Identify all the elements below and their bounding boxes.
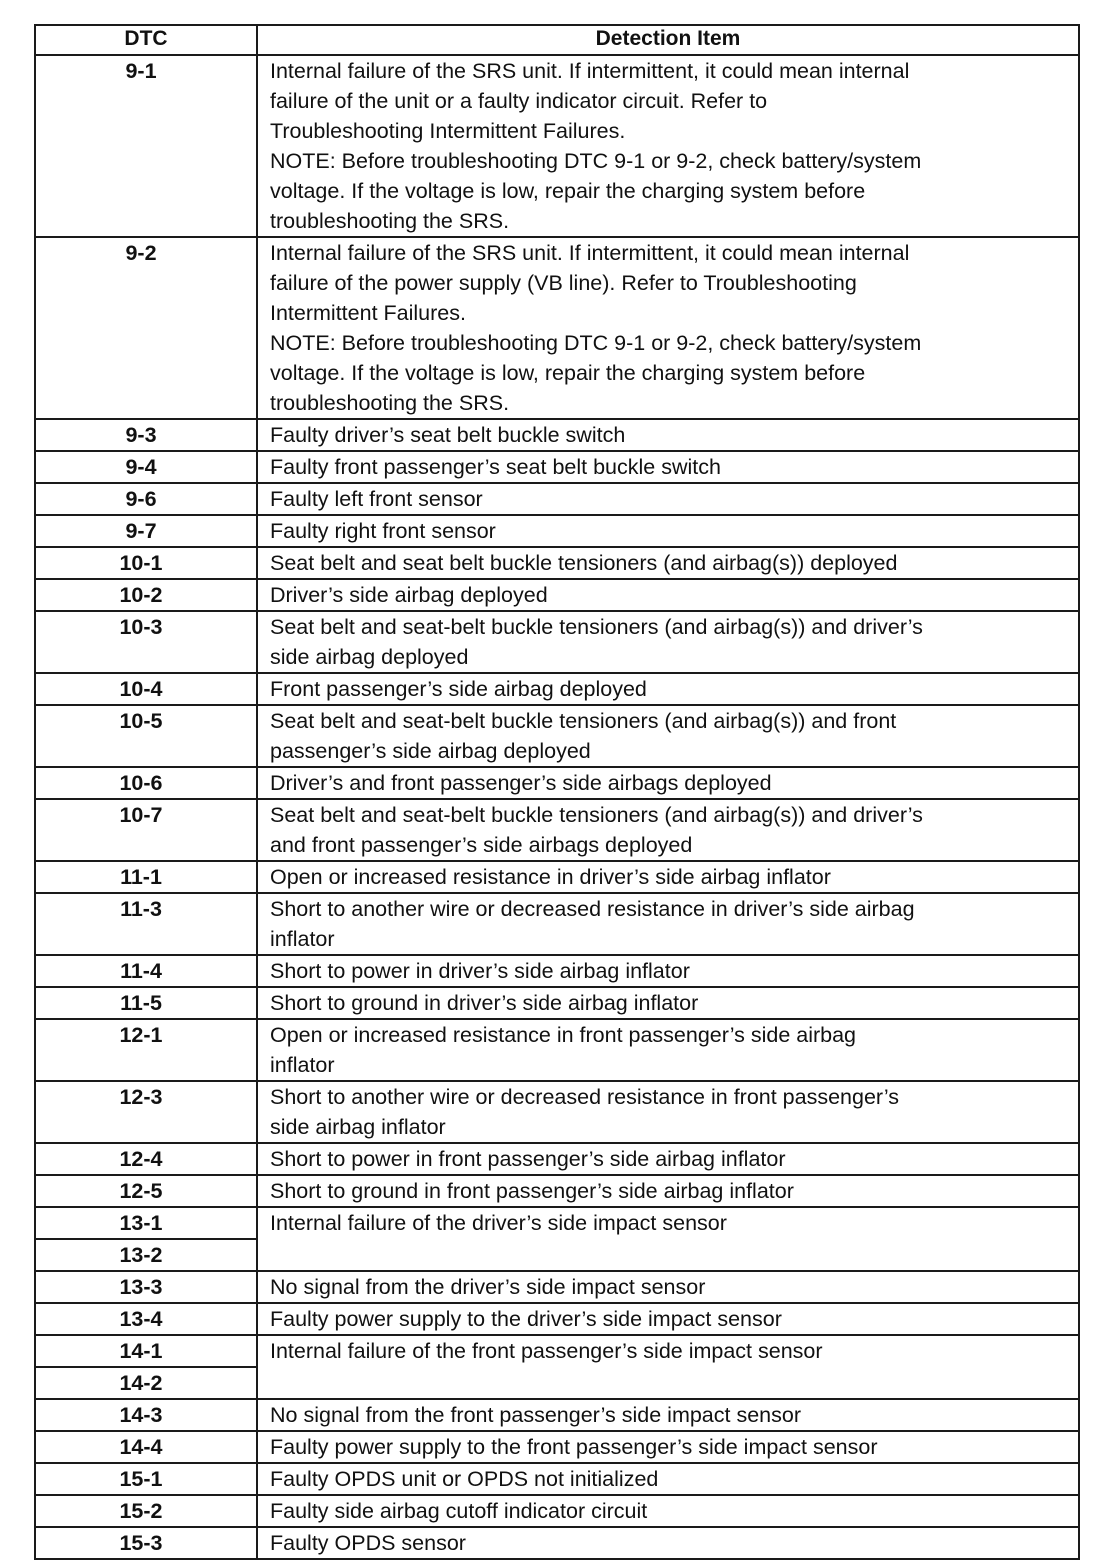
dtc-code: 10-2 <box>35 579 257 611</box>
table-row <box>35 767 1079 799</box>
dtc-code: 9-4 <box>35 451 257 483</box>
table-row <box>35 705 1079 767</box>
table-row <box>35 955 1079 987</box>
detection-item-line: Faulty right front sensor <box>270 519 496 543</box>
dtc-code: 10-1 <box>35 547 257 579</box>
detection-item-line: Open or increased resistance in front passenger’s side airbag <box>270 1023 857 1047</box>
header-row <box>35 25 1079 55</box>
detection-item-line: NOTE: Before troubleshooting DTC 9-1 or 9-2, check battery/system <box>270 149 922 173</box>
detection-item <box>257 483 1079 515</box>
detection-item-line: Internal failure of the SRS unit. If intermittent, it could mean internal <box>270 59 910 83</box>
dtc-code: 11-5 <box>35 987 257 1019</box>
dtc-code: 11-3 <box>35 893 257 955</box>
detection-item <box>257 515 1079 547</box>
dtc-code: 15-3 <box>35 1527 257 1559</box>
detection-item-line: Faulty left front sensor <box>270 487 483 511</box>
dtc-code: 14-4 <box>35 1431 257 1463</box>
detection-item <box>257 55 1079 237</box>
detection-item-line: Short to another wire or decreased resistance in driver’s side airbag <box>270 897 915 921</box>
table-row <box>35 1303 1079 1335</box>
detection-item-line: Faulty front passenger’s seat belt buckle switch <box>270 455 721 479</box>
dtc-table-body <box>35 55 1079 1559</box>
detection-item-line: Faulty OPDS sensor <box>270 1531 466 1555</box>
detection-item-line: voltage. If the voltage is low, repair the charging system before <box>270 361 866 385</box>
table-row <box>35 1463 1079 1495</box>
dtc-document <box>34 24 1082 1560</box>
detection-item-line: Seat belt and seat-belt buckle tensioners (and airbag(s)) and front <box>270 709 897 733</box>
detection-item-line: side airbag deployed <box>270 645 469 669</box>
detection-item <box>257 1527 1079 1559</box>
detection-item-line: No signal from the front passenger’s side impact sensor <box>270 1403 801 1427</box>
detection-item-line: Internal failure of the SRS unit. If intermittent, it could mean internal <box>270 241 910 265</box>
detection-item <box>257 767 1079 799</box>
detection-item <box>257 1399 1079 1431</box>
dtc-code: 15-2 <box>35 1495 257 1527</box>
table-row <box>35 237 1079 419</box>
detection-item <box>257 579 1079 611</box>
detection-item <box>257 1271 1079 1303</box>
detection-item <box>257 1335 1079 1399</box>
detection-item-line: NOTE: Before troubleshooting DTC 9-1 or 9-2, check battery/system <box>270 331 922 355</box>
table-row <box>35 1335 1079 1367</box>
detection-item <box>257 955 1079 987</box>
table-row <box>35 799 1079 861</box>
detection-item <box>257 1463 1079 1495</box>
dtc-code: 12-3 <box>35 1081 257 1143</box>
detection-item-line: Troubleshooting Intermittent Failures. <box>270 119 626 143</box>
detection-item <box>257 799 1079 861</box>
table-row <box>35 861 1079 893</box>
dtc-code: 12-1 <box>35 1019 257 1081</box>
table-row <box>35 1207 1079 1239</box>
dtc-code: 15-1 <box>35 1463 257 1495</box>
detection-item <box>257 705 1079 767</box>
dtc-code: 10-3 <box>35 611 257 673</box>
detection-item <box>257 1019 1079 1081</box>
detection-item-line: Faulty OPDS unit or OPDS not initialized <box>270 1467 659 1491</box>
dtc-code: 9-2 <box>35 237 257 419</box>
detection-item-line: side airbag inflator <box>270 1115 446 1139</box>
header-detection-item: Detection Item <box>257 25 1079 55</box>
dtc-code: 13-3 <box>35 1271 257 1303</box>
detection-item <box>257 237 1079 419</box>
detection-item <box>257 1303 1079 1335</box>
detection-item-line: Intermittent Failures. <box>270 301 466 325</box>
detection-item-line: Faulty power supply to the front passenger’s side impact sensor <box>270 1435 878 1459</box>
dtc-code: 13-1 <box>35 1207 257 1239</box>
dtc-table <box>34 24 1080 1560</box>
table-row <box>35 55 1079 237</box>
detection-item <box>257 451 1079 483</box>
table-row <box>35 483 1079 515</box>
detection-item <box>257 419 1079 451</box>
detection-item-line: and front passenger’s side airbags deployed <box>270 833 693 857</box>
detection-item <box>257 987 1079 1019</box>
dtc-code: 9-1 <box>35 55 257 237</box>
detection-item-line: passenger’s side airbag deployed <box>270 739 591 763</box>
dtc-code: 13-4 <box>35 1303 257 1335</box>
dtc-code: 14-3 <box>35 1399 257 1431</box>
detection-item-line: Faulty power supply to the driver’s side impact sensor <box>270 1307 782 1331</box>
detection-item-line: No signal from the driver’s side impact sensor <box>270 1275 706 1299</box>
detection-item-line: inflator <box>270 1053 335 1077</box>
detection-item <box>257 1081 1079 1143</box>
dtc-code: 9-3 <box>35 419 257 451</box>
detection-item-line: Faulty side airbag cutoff indicator circuit <box>270 1499 648 1523</box>
detection-item <box>257 611 1079 673</box>
dtc-code: 10-6 <box>35 767 257 799</box>
detection-item-line: Seat belt and seat-belt buckle tensioners (and airbag(s)) and driver’s <box>270 803 923 827</box>
detection-item-line: Short to ground in front passenger’s side airbag inflator <box>270 1179 794 1203</box>
detection-item-line: Driver’s and front passenger’s side airbags deployed <box>270 771 772 795</box>
detection-item <box>257 1431 1079 1463</box>
table-row <box>35 451 1079 483</box>
table-row <box>35 1019 1079 1081</box>
table-row <box>35 673 1079 705</box>
detection-item-line: troubleshooting the SRS. <box>270 209 510 233</box>
detection-item-line: Open or increased resistance in driver’s side airbag inflator <box>270 865 831 889</box>
detection-item-line: Short to power in front passenger’s side airbag inflator <box>270 1147 786 1171</box>
dtc-code: 12-5 <box>35 1175 257 1207</box>
detection-item-line: Driver’s side airbag deployed <box>270 583 548 607</box>
table-row <box>35 1527 1079 1559</box>
dtc-code: 14-2 <box>35 1367 257 1399</box>
table-row <box>35 1143 1079 1175</box>
dtc-code: 9-6 <box>35 483 257 515</box>
table-row <box>35 1431 1079 1463</box>
table-row <box>35 515 1079 547</box>
table-row <box>35 547 1079 579</box>
detection-item-line: Seat belt and seat-belt buckle tensioners (and airbag(s)) and driver’s <box>270 615 923 639</box>
detection-item <box>257 861 1079 893</box>
detection-item-line: inflator <box>270 927 335 951</box>
dtc-code: 12-4 <box>35 1143 257 1175</box>
dtc-code: 10-7 <box>35 799 257 861</box>
dtc-code: 10-5 <box>35 705 257 767</box>
detection-item <box>257 1207 1079 1271</box>
dtc-code: 11-4 <box>35 955 257 987</box>
detection-item-line: Faulty driver’s seat belt buckle switch <box>270 423 626 447</box>
detection-item-line: voltage. If the voltage is low, repair the charging system before <box>270 179 866 203</box>
table-row <box>35 419 1079 451</box>
detection-item-line: troubleshooting the SRS. <box>270 391 510 415</box>
table-row <box>35 611 1079 673</box>
table-row <box>35 579 1079 611</box>
detection-item <box>257 1175 1079 1207</box>
detection-item <box>257 1495 1079 1527</box>
dtc-code: 11-1 <box>35 861 257 893</box>
table-row <box>35 1081 1079 1143</box>
detection-item-line: Internal failure of the front passenger’s side impact sensor <box>270 1339 823 1363</box>
detection-item <box>257 673 1079 705</box>
dtc-code: 9-7 <box>35 515 257 547</box>
detection-item-line: failure of the power supply (VB line). Refer to Troubleshooting <box>270 271 857 295</box>
dtc-code: 13-2 <box>35 1239 257 1271</box>
detection-item-line: Internal failure of the driver’s side impact sensor <box>270 1211 727 1235</box>
table-row <box>35 1175 1079 1207</box>
table-row <box>35 893 1079 955</box>
detection-item-line: Short to another wire or decreased resistance in front passenger’s <box>270 1085 900 1109</box>
detection-item-line: Short to power in driver’s side airbag inflator <box>270 959 690 983</box>
detection-item <box>257 1143 1079 1175</box>
table-row <box>35 1399 1079 1431</box>
detection-item-line: failure of the unit or a faulty indicator circuit. Refer to <box>270 89 768 113</box>
detection-item-line: Front passenger’s side airbag deployed <box>270 677 647 701</box>
table-row <box>35 1495 1079 1527</box>
table-row <box>35 1271 1079 1303</box>
detection-item <box>257 893 1079 955</box>
dtc-code: 10-4 <box>35 673 257 705</box>
header-dtc: DTC <box>35 25 257 55</box>
table-row <box>35 987 1079 1019</box>
detection-item-line: Short to ground in driver’s side airbag inflator <box>270 991 699 1015</box>
detection-item <box>257 547 1079 579</box>
dtc-code: 14-1 <box>35 1335 257 1367</box>
detection-item-line: Seat belt and seat belt buckle tensioners (and airbag(s)) deployed <box>270 551 898 575</box>
